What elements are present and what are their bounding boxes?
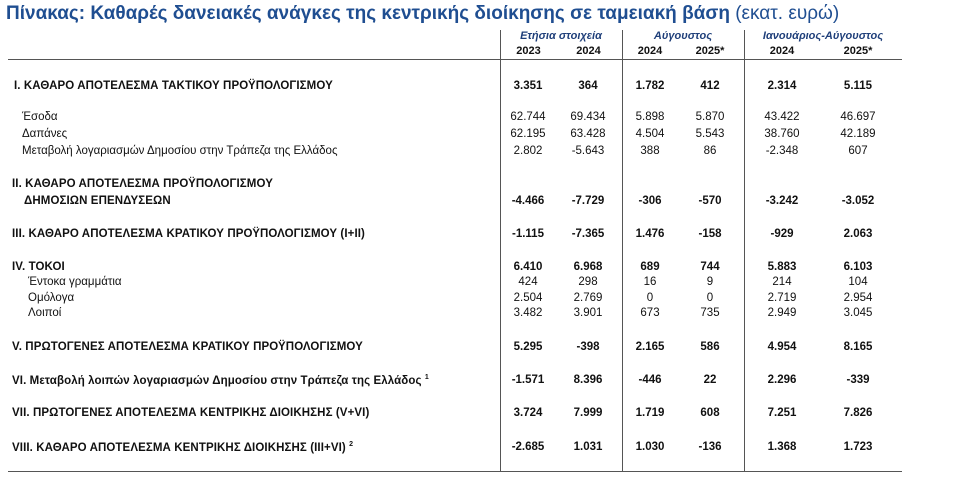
header-august: Αύγουστος [653,30,713,42]
table-cell: -3.242 [765,195,799,207]
row-label: IV. ΤΟΚΟΙ [12,261,65,273]
table-cell: 689 [640,261,660,273]
table-cell: -446 [638,374,662,386]
table-cell: -2.685 [511,441,545,453]
table-cell: 7.251 [767,407,797,419]
table-cell: 8.165 [843,341,873,353]
table-bottom-rule [8,471,902,472]
table-cell: 673 [640,307,660,319]
table-cell: 388 [640,145,660,157]
column-divider [744,30,745,471]
table-cell: 16 [643,276,657,288]
column-divider [622,30,623,471]
title-unit: (εκατ. ευρώ) [735,3,840,24]
table-cell: -7.365 [571,228,605,240]
table-cell: 43.422 [764,111,800,123]
year-header: 2023 [516,45,541,57]
table-cell: 1.368 [767,441,797,453]
table-cell: 2.296 [767,374,797,386]
table-cell: 298 [578,276,598,288]
table-cell: 214 [772,276,792,288]
row-label: Δαπάνες [22,128,68,140]
table-cell: 5.883 [767,261,797,273]
table-cell: -4.466 [511,195,545,207]
year-header: 2024 [637,45,663,57]
table-cell: 0 [646,292,654,304]
table-cell: 1.782 [635,80,665,92]
table-cell: 2.954 [843,292,873,304]
table-cell: 38.760 [764,128,800,140]
table-cell: -5.643 [571,145,605,157]
table-cell: 3.045 [843,307,873,319]
row-label: I. ΚΑΘΑΡΟ ΑΠΟΤΕΛΕΣΜΑ ΤΑΚΤΙΚΟΥ ΠΡΟΫΠΟΛΟΓΙΣΜΟΥ [14,80,333,92]
table-cell: -3.052 [841,195,875,207]
row-label: Έντοκα γραμμάτια [28,276,122,288]
row-label: V. ΠΡΩΤΟΓΕΝΕΣ ΑΠΟΤΕΛΕΣΜΑ ΚΡΑΤΙΚΟΥ ΠΡΟΫΠΟΛΟΓΙΣΜΟΥ [12,341,363,353]
year-header: 2024 [576,45,601,57]
table-cell: 2.802 [513,145,543,157]
table-cell: -570 [698,195,722,207]
table-cell: 6.410 [513,261,543,273]
row-label: Ομόλογα [28,292,75,304]
table-cell: 5.543 [695,128,725,140]
table-cell: 2.063 [843,228,873,240]
table-top-rule [8,59,902,60]
table-cell: 1.719 [635,407,665,419]
row-label: II. ΚΑΘΑΡΟ ΑΠΟΤΕΛΕΣΜΑ ΠΡΟΫΠΟΛΟΓΙΣΜΟΥ [12,178,273,190]
table-cell: 63.428 [570,128,606,140]
year-header: 2024 [769,45,795,57]
table-cell: 104 [848,276,868,288]
row-label: Λοιποί [28,307,62,319]
table-cell: 3.482 [513,307,543,319]
table-cell: 586 [700,341,720,353]
table-cell: 2.504 [513,292,543,304]
table-cell: 1.031 [573,441,603,453]
table-cell: 424 [518,276,538,288]
table-cell: 744 [700,261,720,273]
table-cell: 3.724 [513,407,543,419]
row-label: Έσοδα [22,111,58,123]
table-cell: -136 [698,441,722,453]
table-cell: 2.719 [767,292,797,304]
table-cell: 1.476 [635,228,665,240]
header-annual: Ετήσια στοιχεία [520,30,602,42]
table-cell: 4.954 [767,341,797,353]
table-cell: 9 [706,276,714,288]
table-cell: -339 [846,374,870,386]
table-cell: 62.744 [510,111,546,123]
year-header: 2025* [843,45,873,57]
footnote-marker: 2 [349,441,354,448]
table-cell: 42.189 [840,128,876,140]
table-cell: 0 [706,292,714,304]
table-cell: 6.103 [843,261,873,273]
table-cell: 5.898 [635,111,665,123]
table-cell: -398 [576,341,600,353]
column-divider [500,30,501,471]
row-label: VIII. ΚΑΘΑΡΟ ΑΠΟΤΕΛΕΣΜΑ ΚΕΝΤΡΙΚΗΣ ΔΙΟΙΚΗΣΗΣ (III+VI) $^2$ [12,441,354,454]
table-cell: 5.870 [695,111,725,123]
table-cell: 86 [703,145,717,157]
table-cell: 735 [700,307,720,319]
row-label: VI. Μεταβολή λοιπών λογαριασμών Δημοσίου στην Τράπεζα της Ελλάδος $^1$ [12,374,429,387]
table-cell: -7.729 [571,195,605,207]
row-label-continued: ΔΗΜΟΣΙΩΝ ΕΠΕΝΔΥΣΕΩΝ [24,195,171,207]
table-cell: 69.434 [570,111,606,123]
table-cell: 6.968 [573,261,603,273]
table-cell: 22 [703,374,717,386]
table-cell: -929 [770,228,794,240]
table-cell: -158 [698,228,722,240]
table-cell: 3.351 [513,80,543,92]
row-label: III. ΚΑΘΑΡΟ ΑΠΟΤΕΛΕΣΜΑ ΚΡΑΤΙΚΟΥ ΠΡΟΫΠΟΛΟΓΙΣΜΟΥ (I+II) [12,228,365,240]
table-cell: -2.348 [765,145,799,157]
table-cell: 7.999 [573,407,603,419]
year-header: 2025* [695,45,725,57]
table-cell: 2.769 [573,292,603,304]
row-label: VII. ΠΡΩΤΟΓΕΝΕΣ ΑΠΟΤΕΛΕΣΜΑ ΚΕΝΤΡΙΚΗΣ ΔΙΟΙΚΗΣΗΣ (V+VI) [12,407,370,419]
table-cell: -1.571 [511,374,545,386]
table-cell: 2.165 [635,341,665,353]
row-label: Μεταβολή λογαριασμών Δημοσίου στην Τράπεζα της Ελλάδος [22,145,338,157]
table-cell: 364 [578,80,598,92]
table-cell: 1.723 [843,441,873,453]
table-cell: 4.504 [635,128,665,140]
table-cell: 5.295 [513,341,543,353]
table-cell: 62.195 [510,128,546,140]
footnote-marker: 1 [424,374,429,381]
header-jan-aug: Ιανουάριος-Αύγουστος [762,30,884,42]
table-cell: 46.697 [840,111,876,123]
table-cell: 5.115 [843,80,873,92]
table-cell: -306 [638,195,662,207]
table-cell: -1.115 [512,228,544,240]
table-cell: 607 [848,145,868,157]
table-cell: 608 [700,407,720,419]
table-cell: 3.901 [573,307,603,319]
table-cell: 2.949 [767,307,797,319]
table-cell: 2.314 [767,80,797,92]
table-cell: 8.396 [573,374,603,386]
table-cell: 1.030 [635,441,665,453]
table-cell: 7.826 [843,407,873,419]
page-title [6,3,839,25]
table-cell: 412 [700,80,720,92]
title-main: Πίνακας: Καθαρές δανειακές ανάγκες της κεντρικής διοίκησης σε ταμειακή βάση [6,3,730,24]
